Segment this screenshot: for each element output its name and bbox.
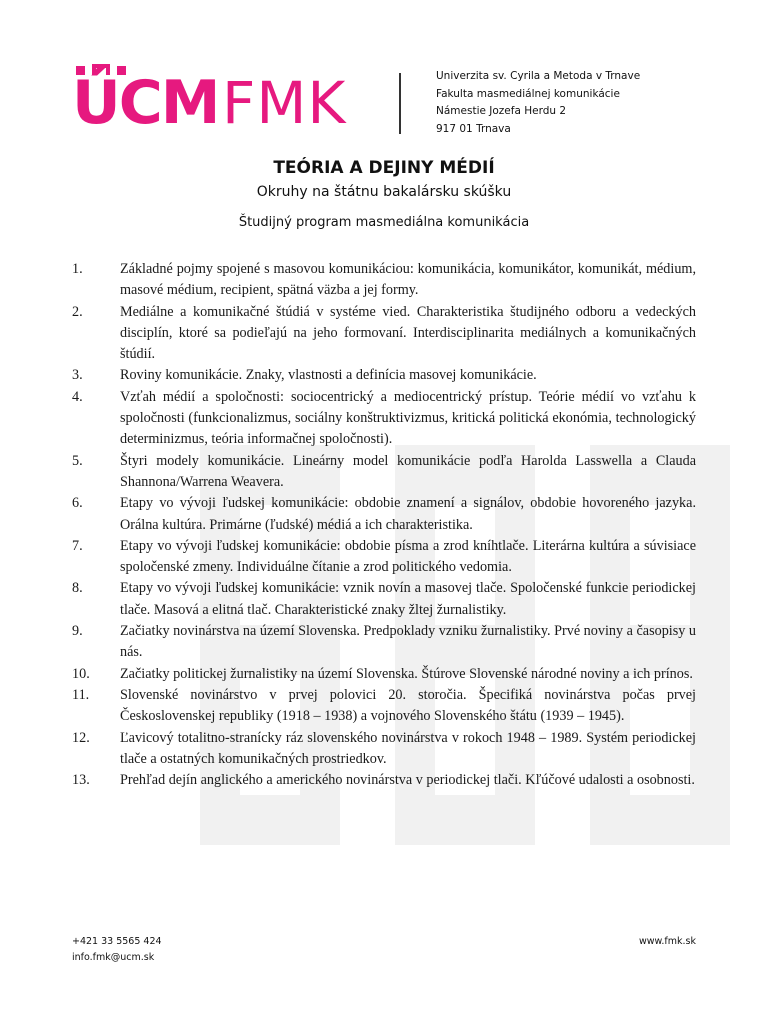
address-block: [436, 68, 640, 138]
footer-email[interactable]: info.fmk@ucm.sk: [72, 952, 155, 963]
address-line: 917 01 Trnava: [436, 122, 511, 135]
document-subtitle: Okruhy na štátnu bakalársku skúšku: [256, 184, 512, 200]
list-item-text: Základné pojmy spojené s masovou komunikáciou: komunikácia, komunikátor, komunikát, médium, masové médium, recipient, spätná väzba a jej formy.: [120, 261, 696, 299]
list-item: [72, 685, 696, 728]
footer-contact: [72, 934, 162, 966]
list-item-number: 11.: [72, 686, 90, 703]
list-item-number: 9.: [72, 623, 83, 640]
list-item-number: 6.: [72, 495, 83, 512]
list-item-text: Etapy vo vývoji ľudskej komunikácie: vznik novín a masovej tlače. Spoločenské funkcie periodickej tlače. Masová a elitná tlač. Charakteristické znaky žltej žurnalistiky.: [120, 580, 696, 618]
list-item-number: 5.: [72, 452, 83, 469]
ucm-fmk-logo[interactable]: [72, 70, 357, 136]
list-item-text: Prehľad dejín anglického a amerického novinárstva v periodickej tlači. Kľúčové udalosti a osobnosti.: [120, 772, 695, 789]
footer-web-link[interactable]: www.fmk.sk: [638, 936, 696, 947]
list-item-text: Vzťah médií a spoločnosti: sociocentrický a mediocentrický prístup. Teórie médií vo vzťahu k spoločnosti (funkcionalizmus, sociálny konštruktivizmus, kritická politická ekonómia, technologický determinizmus, teória informačnej spoločnosti).: [120, 388, 696, 448]
footer-phone[interactable]: +421 33 5565 424: [72, 936, 162, 947]
list-item-number: 1.: [72, 261, 83, 277]
list-item-number: 2.: [72, 303, 83, 320]
list-item-text: Štyri modely komunikácie. Lineárny model komunikácie podľa Harolda Lasswella a Clauda Shannona/Warrena Weavera.: [120, 452, 696, 490]
list-item-number: 3.: [72, 367, 83, 384]
list-item: [72, 259, 696, 302]
list-item-number: 4.: [72, 388, 83, 405]
study-program: Študijný program masmediálna komunikácia: [238, 215, 530, 230]
document-title: TEÓRIA A DEJINY MÉDIÍ: [273, 158, 495, 178]
footer-web: [639, 934, 696, 950]
list-item: [72, 664, 696, 685]
list-item-number: 10.: [72, 665, 90, 682]
list-item-text: Roviny komunikácie. Znaky, vlastnosti a definícia masovej komunikácie.: [120, 367, 537, 384]
list-item-text: Etapy vo vývoji ľudskej komunikácie: obdobie znamení a signálov, obdobie hovoreného jazyka. Orálna kultúra. Primárne (ľudské) médiá a ich charakteristika.: [120, 495, 696, 533]
topics-list: [72, 259, 696, 791]
address-line: Univerzita sv. Cyrila a Metoda v Trnave: [436, 70, 641, 82]
list-item-text: Etapy vo vývoji ľudskej komunikácie: obdobie písma a zrod kníhtlače. Literárna kultúra a súvisiace spoločenské zmeny. Individuálne čítanie a zrod politického vedomia.: [120, 537, 696, 576]
list-item-number: 12.: [72, 729, 90, 746]
list-item-number: 8.: [72, 580, 83, 597]
address-line: Fakulta masmediálnej komunikácie: [436, 87, 620, 100]
list-item: [72, 387, 696, 451]
list-item: [72, 728, 696, 771]
list-item-text: Mediálne a komunikačné štúdiá v systéme vied. Charakteristika študijného odboru a vedeckých disciplín, ktoré sa podieľajú na jeho formovaní. Interdisciplinarita mediálnych a komunikačných štúdií.: [120, 303, 696, 363]
list-item: [72, 451, 696, 494]
list-item: [72, 536, 696, 579]
list-item-text: Začiatky novinárstva na území Slovenska. Predpoklady vzniku žurnalistiky. Prvé noviny a časopisy u nás.: [120, 623, 696, 661]
address-line: Námestie Jozefa Herdu 2: [436, 105, 567, 117]
header-divider: [399, 73, 401, 134]
list-item: [72, 493, 696, 536]
list-item-number: 7.: [72, 537, 83, 554]
list-item: [72, 770, 696, 791]
logo-fmk-text: FMK: [222, 69, 347, 137]
logo-ucm-text: ÚCM: [72, 68, 219, 138]
list-item-text: Ľavicový totalitno-stranícky ráz slovenského novinárstva v rokoch 1948 – 1989. Systém periodickej tlače a ostatných komunikačných prostriedkov.: [120, 729, 696, 767]
list-item: [72, 365, 696, 386]
list-item-number: 13.: [72, 772, 90, 789]
list-item-text: Začiatky politickej žurnalistiky na území Slovenska. Štúrove Slovenské národné noviny a ich prínos.: [120, 665, 693, 682]
list-item: [72, 578, 696, 621]
list-item: [72, 621, 696, 664]
list-item: [72, 302, 696, 366]
list-item-text: Slovenské novinárstvo v prvej polovici 20. storočia. Špecifiká novinárstva počas prvej Československej republiky (1918 – 1938) a vojnového Slovenského štátu (1939 – 1945).: [120, 686, 696, 725]
